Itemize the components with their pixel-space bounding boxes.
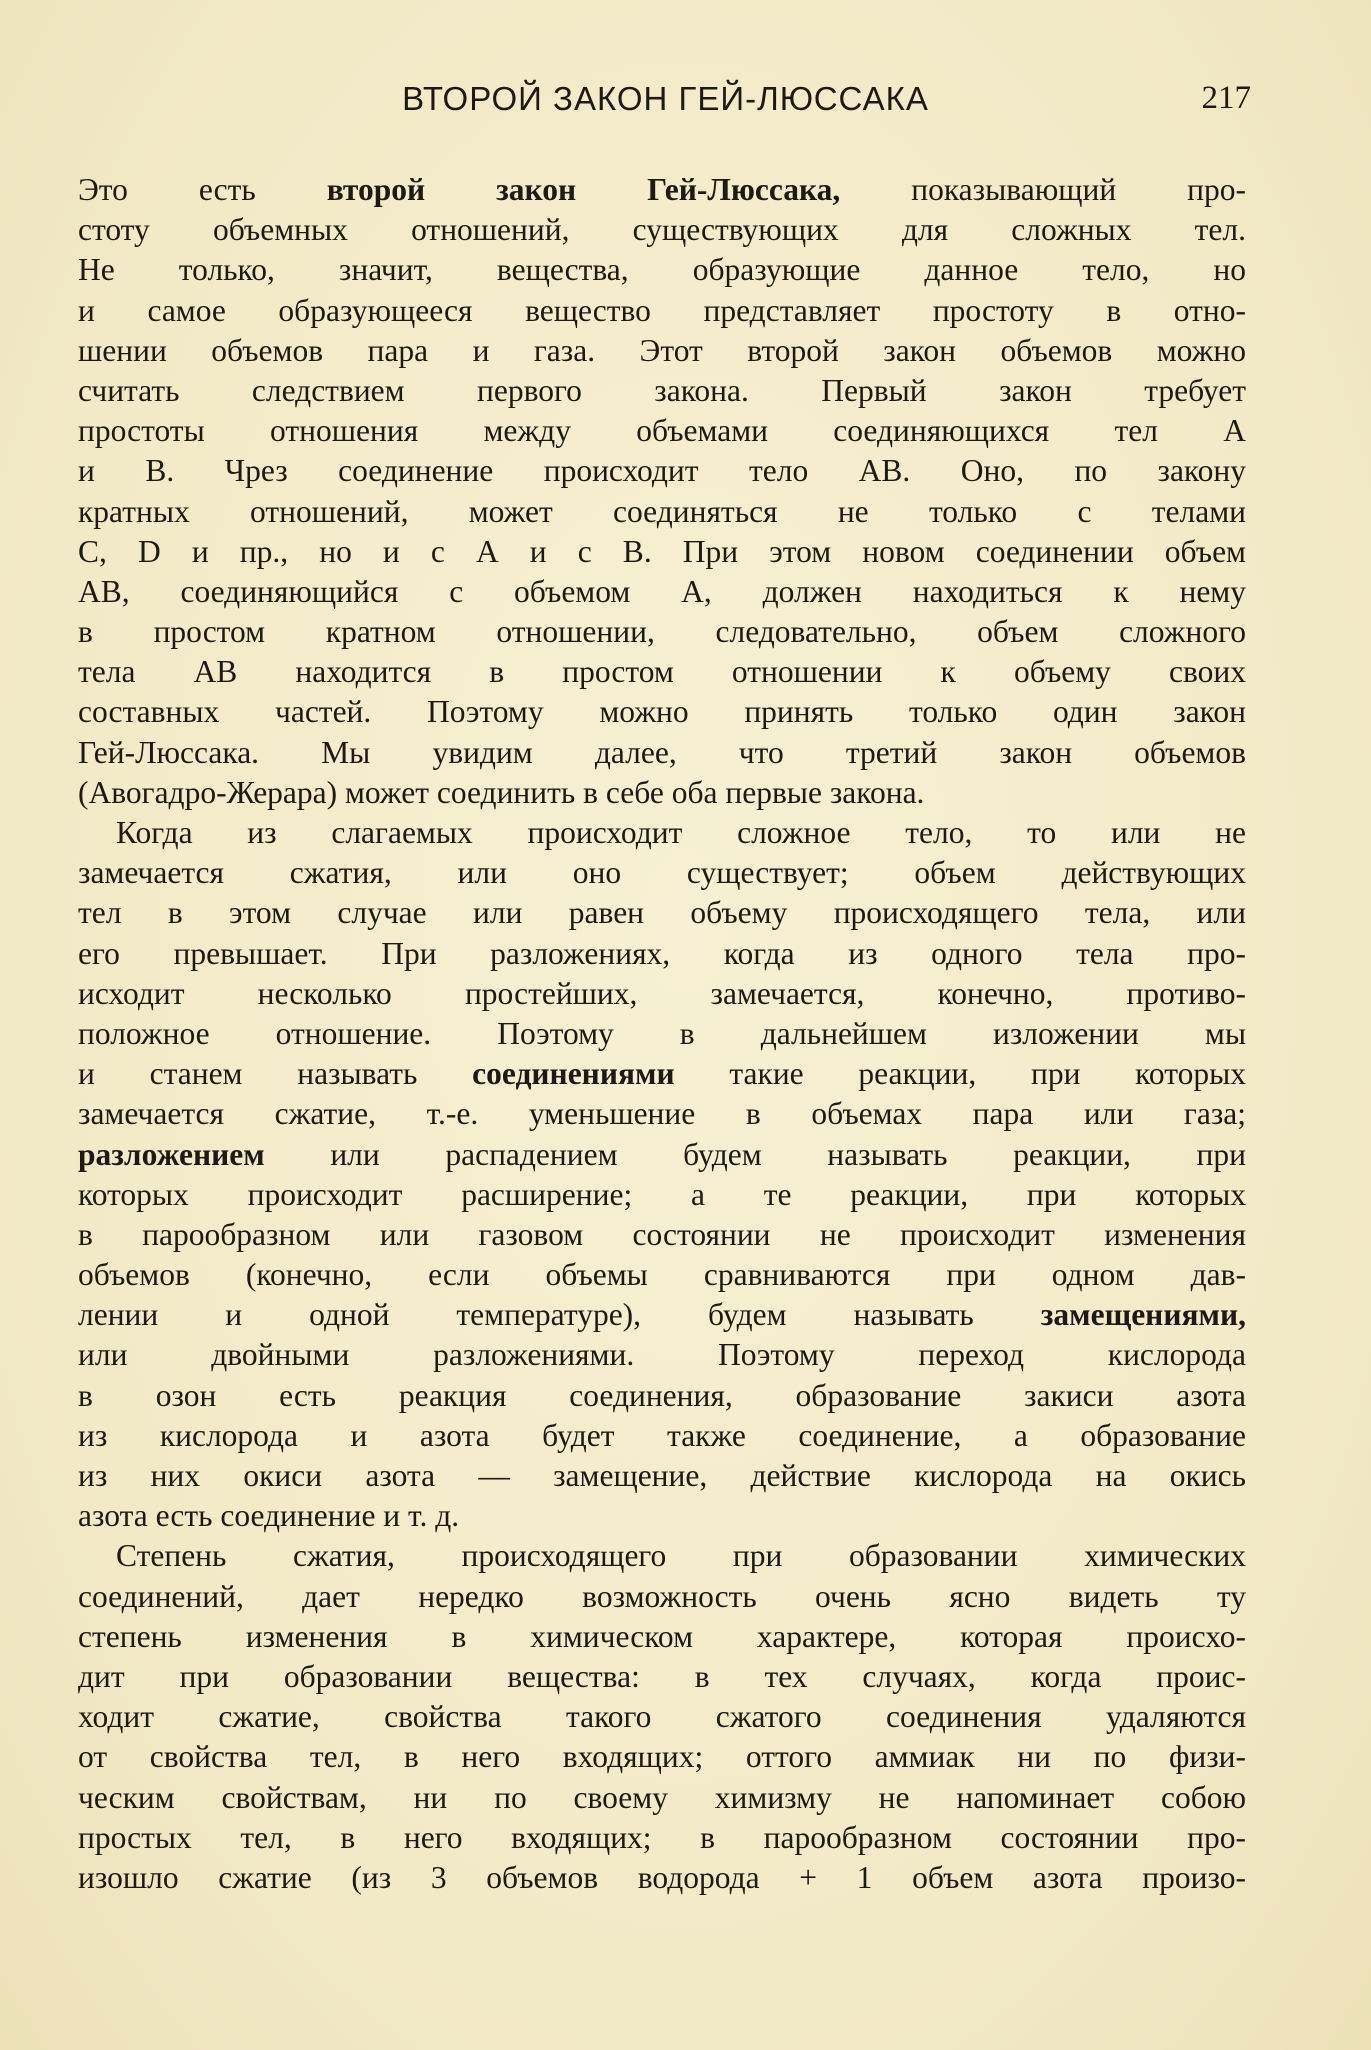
text-run: замечается сжатие, т.-е. уменьшение в объемах пара или газа; xyxy=(78,1096,1246,1132)
text-run: Это есть xyxy=(78,172,327,207)
text-run: шении объемов пара и газа. Этот второй закон объемов можно xyxy=(78,332,1246,368)
text-run: объемов (конечно, если объемы сравниваются при одном дав- xyxy=(78,1257,1246,1293)
text-run: изошло сжатие (из 3 объемов водорода + 1 объем азота произо- xyxy=(78,1859,1246,1895)
text-run: положное отношение. Поэтому в дальнейшем изложении мы xyxy=(78,1015,1246,1051)
text-line xyxy=(78,612,1246,652)
text-line xyxy=(78,1818,1246,1858)
text-line xyxy=(78,1737,1246,1777)
text-line xyxy=(78,974,1246,1014)
text-line xyxy=(78,813,1246,853)
text-line xyxy=(78,1054,1246,1094)
header-title: ВТОРОЙ ЗАКОН ГЕЙ-ЛЮССАКА xyxy=(402,80,929,117)
body-text xyxy=(78,170,1246,1898)
text-run: тела АВ находится в простом отношении к объему своих xyxy=(78,654,1246,690)
text-line xyxy=(78,291,1246,331)
text-line xyxy=(78,733,1246,773)
text-line xyxy=(78,210,1246,250)
text-run: такие реакции, при которых xyxy=(674,1056,1246,1092)
bold-term: соединениями xyxy=(472,1056,675,1092)
text-run: Когда из слагаемых происходит сложное тело, то или не xyxy=(116,815,1246,850)
text-run: ходит сжатие, свойства такого сжатого соединения удаляются xyxy=(78,1699,1246,1735)
text-line xyxy=(78,492,1246,532)
text-run: и самое образующееся вещество представляет простоту в отно- xyxy=(78,292,1246,328)
text-run: простых тел, в него входящих; в парообразном состоянии про- xyxy=(78,1819,1246,1855)
text-line xyxy=(78,1617,1246,1657)
text-line xyxy=(78,1376,1246,1416)
text-run: или распадением будем называть реакции, при xyxy=(264,1136,1246,1172)
text-line xyxy=(78,1496,1246,1536)
running-header xyxy=(80,80,1251,130)
text-run: из них окиси азота — замещение, действие кислорода на окись xyxy=(78,1458,1246,1493)
text-line xyxy=(78,572,1246,612)
text-line xyxy=(78,1255,1246,1295)
text-line xyxy=(78,853,1246,893)
text-run: тел в этом случае или равен объему происходящего тела, или xyxy=(78,895,1246,931)
text-line xyxy=(78,934,1246,974)
text-run: Степень сжатия, происходящего при образовании химических xyxy=(116,1538,1246,1574)
text-run: его превышает. При разложениях, когда из одного тела про- xyxy=(78,935,1246,971)
text-run: и В. Чрез соединение происходит тело АВ. Оно, по закону xyxy=(78,453,1246,489)
text-run: азота есть соединение и т. д. xyxy=(78,1498,460,1534)
text-line xyxy=(78,411,1246,451)
text-line xyxy=(78,1215,1246,1255)
text-run: АВ, соединяющийся с объемом А, должен находиться к нему xyxy=(78,573,1246,609)
text-line xyxy=(78,1858,1246,1898)
text-run: дит при образовании вещества: в тех случаях, когда проис- xyxy=(78,1658,1246,1694)
text-line xyxy=(78,331,1246,371)
text-run: соединений, дает нередко возможность очень ясно видеть ту xyxy=(78,1578,1246,1614)
text-line xyxy=(78,1456,1246,1496)
text-run: Гей-Люссака. Мы увидим далее, что третий закон объемов xyxy=(78,734,1246,770)
text-line xyxy=(78,1697,1246,1737)
text-run: С, D и пр., но и с А и с В. При этом новом соединении объем xyxy=(78,533,1246,569)
text-line xyxy=(78,1416,1246,1456)
text-line xyxy=(78,371,1246,411)
text-line xyxy=(78,1295,1246,1335)
text-line xyxy=(78,1175,1246,1215)
text-run: в простом кратном отношении, следовательно, объем сложного xyxy=(78,614,1246,650)
text-run: которых происходит расширение; а те реакции, при которых xyxy=(78,1176,1246,1212)
text-run: в парообразном или газовом состоянии не происходит изменения xyxy=(78,1216,1246,1252)
text-run: исходит несколько простейших, замечается, конечно, противо- xyxy=(78,975,1246,1011)
text-line xyxy=(78,1778,1246,1818)
text-line xyxy=(78,1135,1246,1175)
text-line xyxy=(78,773,1246,813)
text-run: замечается сжатия, или оно существует; объем действующих xyxy=(78,855,1246,891)
text-run: стоту объемных отношений, существующих для сложных тел. xyxy=(78,212,1246,248)
text-run: считать следствием первого закона. Первый закон требует xyxy=(78,372,1246,408)
text-run: составных частей. Поэтому можно принять только один закон xyxy=(78,694,1246,730)
text-run: (Авогадро-Жерара) может соединить в себе оба первые закона. xyxy=(78,774,925,810)
text-run: Не только, значит, вещества, образующие данное тело, но xyxy=(78,252,1246,288)
text-line xyxy=(78,893,1246,933)
text-run: простоты отношения между объемами соединяющихся тел А xyxy=(78,413,1246,449)
text-run: или двойными разложениями. Поэтому переход кислорода xyxy=(78,1337,1246,1373)
text-line xyxy=(78,1094,1246,1134)
text-run: ческим свойствам, ни по своему химизму не напоминает собою xyxy=(78,1779,1246,1815)
text-run: в озон есть реакция соединения, образование закиси азота xyxy=(78,1377,1246,1413)
text-line xyxy=(78,532,1246,572)
text-line xyxy=(78,1536,1246,1576)
text-run: кратных отношений, может соединяться не только с телами xyxy=(78,493,1246,529)
text-run: из кислорода и азота будет также соединение, а образование xyxy=(78,1417,1246,1453)
text-line xyxy=(78,1014,1246,1054)
text-line xyxy=(78,1657,1246,1697)
text-run: лении и одной температуре), будем называть xyxy=(78,1297,1041,1333)
bold-term: разложением xyxy=(78,1136,265,1172)
text-line xyxy=(78,652,1246,692)
page-number: 217 xyxy=(1201,80,1251,116)
bold-term: замещениями, xyxy=(1040,1297,1246,1333)
text-run: и станем называть xyxy=(78,1056,473,1092)
text-run: показывающий про- xyxy=(840,172,1246,207)
text-run: от свойства тел, в него входящих; оттого аммиак ни по физи- xyxy=(78,1739,1246,1775)
text-line xyxy=(78,1577,1246,1617)
text-line xyxy=(78,1335,1246,1375)
text-run: степень изменения в химическом характере, которая происхо- xyxy=(78,1618,1246,1654)
text-line xyxy=(78,451,1246,491)
text-line xyxy=(78,170,1246,210)
bold-term: второй закон Гей-Люссака, xyxy=(326,172,841,207)
text-line xyxy=(78,250,1246,290)
text-line xyxy=(78,692,1246,732)
